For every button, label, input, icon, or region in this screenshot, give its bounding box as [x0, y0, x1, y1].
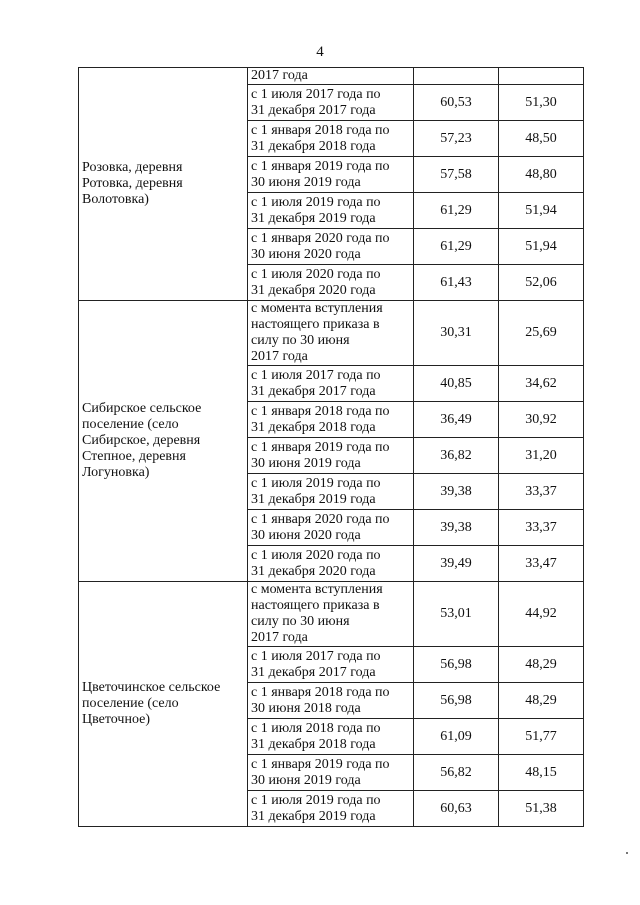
tariff-value-2: 51,94 [499, 193, 584, 229]
tariff-value-1: 56,98 [414, 683, 499, 719]
scan-speck [626, 852, 628, 854]
tariff-value-1 [414, 68, 499, 85]
tariff-value-2: 44,92 [499, 582, 584, 647]
period-cell: с 1 июля 2020 года по 31 декабря 2020 года [248, 265, 414, 301]
tariff-value-1: 53,01 [414, 582, 499, 647]
period-cell: 2017 года [248, 68, 414, 85]
period-cell: с 1 июля 2018 года по 31 декабря 2018 года [248, 719, 414, 755]
tariff-value-2: 48,15 [499, 755, 584, 791]
tariff-value-1: 57,23 [414, 121, 499, 157]
period-cell: с 1 января 2018 года по 30 июня 2018 года [248, 683, 414, 719]
tariff-value-2: 51,30 [499, 85, 584, 121]
tariff-value-1: 56,82 [414, 755, 499, 791]
tariff-value-2: 48,29 [499, 683, 584, 719]
tariff-value-1: 30,31 [414, 301, 499, 366]
tariff-value-2: 30,92 [499, 402, 584, 438]
table-row [79, 582, 584, 647]
period-cell: с 1 июля 2017 года по 31 декабря 2017 года [248, 85, 414, 121]
period-cell: с 1 июля 2017 года по 31 декабря 2017 года [248, 366, 414, 402]
tariff-value-1: 39,49 [414, 546, 499, 582]
tariff-value-2: 31,20 [499, 438, 584, 474]
period-cell: с момента вступления настоящего приказа в силу по 30 июня 2017 года [248, 301, 414, 366]
tariff-value-2 [499, 68, 584, 85]
period-cell: с 1 января 2020 года по 30 июня 2020 года [248, 510, 414, 546]
tariff-value-1: 60,63 [414, 791, 499, 827]
tariff-value-1: 39,38 [414, 474, 499, 510]
page-number: 4 [316, 44, 324, 60]
tariff-value-1: 56,98 [414, 647, 499, 683]
tariff-value-2: 51,77 [499, 719, 584, 755]
tariff-value-2: 33,37 [499, 474, 584, 510]
tariff-value-2: 51,94 [499, 229, 584, 265]
settlement-name: Розовка, деревня Ротовка, деревня Волотовка) [79, 68, 248, 301]
tariff-value-2: 48,50 [499, 121, 584, 157]
tariff-value-2: 51,38 [499, 791, 584, 827]
tariff-value-2: 48,29 [499, 647, 584, 683]
period-cell: с 1 июля 2019 года по 31 декабря 2019 года [248, 193, 414, 229]
settlement-name: Сибирское сельское поселение (село Сибирское, деревня Степное, деревня Логуновка) [79, 301, 248, 582]
tariff-value-2: 34,62 [499, 366, 584, 402]
period-cell: с 1 января 2020 года по 30 июня 2020 года [248, 229, 414, 265]
period-cell: с 1 января 2018 года по 31 декабря 2018 года [248, 121, 414, 157]
tariff-value-1: 61,43 [414, 265, 499, 301]
tariff-table-body [79, 68, 584, 827]
tariff-value-1: 40,85 [414, 366, 499, 402]
period-cell: с 1 января 2019 года по 30 июня 2019 года [248, 755, 414, 791]
tariff-value-2: 33,37 [499, 510, 584, 546]
tariff-value-2: 52,06 [499, 265, 584, 301]
tariff-value-2: 33,47 [499, 546, 584, 582]
period-cell: с 1 июля 2019 года по 31 декабря 2019 года [248, 791, 414, 827]
tariff-value-2: 48,80 [499, 157, 584, 193]
tariff-value-2: 25,69 [499, 301, 584, 366]
settlement-name: Цветочинское сельское поселение (село Цветочное) [79, 582, 248, 827]
period-cell: с 1 июля 2019 года по 31 декабря 2019 года [248, 474, 414, 510]
tariff-value-1: 61,29 [414, 229, 499, 265]
period-cell: с 1 января 2019 года по 30 июня 2019 года [248, 157, 414, 193]
period-cell: с 1 января 2019 года по 30 июня 2019 года [248, 438, 414, 474]
period-cell: с 1 июля 2017 года по 31 декабря 2017 года [248, 647, 414, 683]
tariff-value-1: 61,29 [414, 193, 499, 229]
period-cell: с 1 июля 2020 года по 31 декабря 2020 года [248, 546, 414, 582]
tariff-value-1: 57,58 [414, 157, 499, 193]
tariff-value-1: 61,09 [414, 719, 499, 755]
table-row [79, 68, 584, 85]
tariff-value-1: 60,53 [414, 85, 499, 121]
tariff-value-1: 36,82 [414, 438, 499, 474]
period-cell: с 1 января 2018 года по 31 декабря 2018 года [248, 402, 414, 438]
tariff-value-1: 39,38 [414, 510, 499, 546]
period-cell: с момента вступления настоящего приказа в силу по 30 июня 2017 года [248, 582, 414, 647]
tariff-value-1: 36,49 [414, 402, 499, 438]
table-row [79, 301, 584, 366]
tariff-table [78, 67, 584, 827]
